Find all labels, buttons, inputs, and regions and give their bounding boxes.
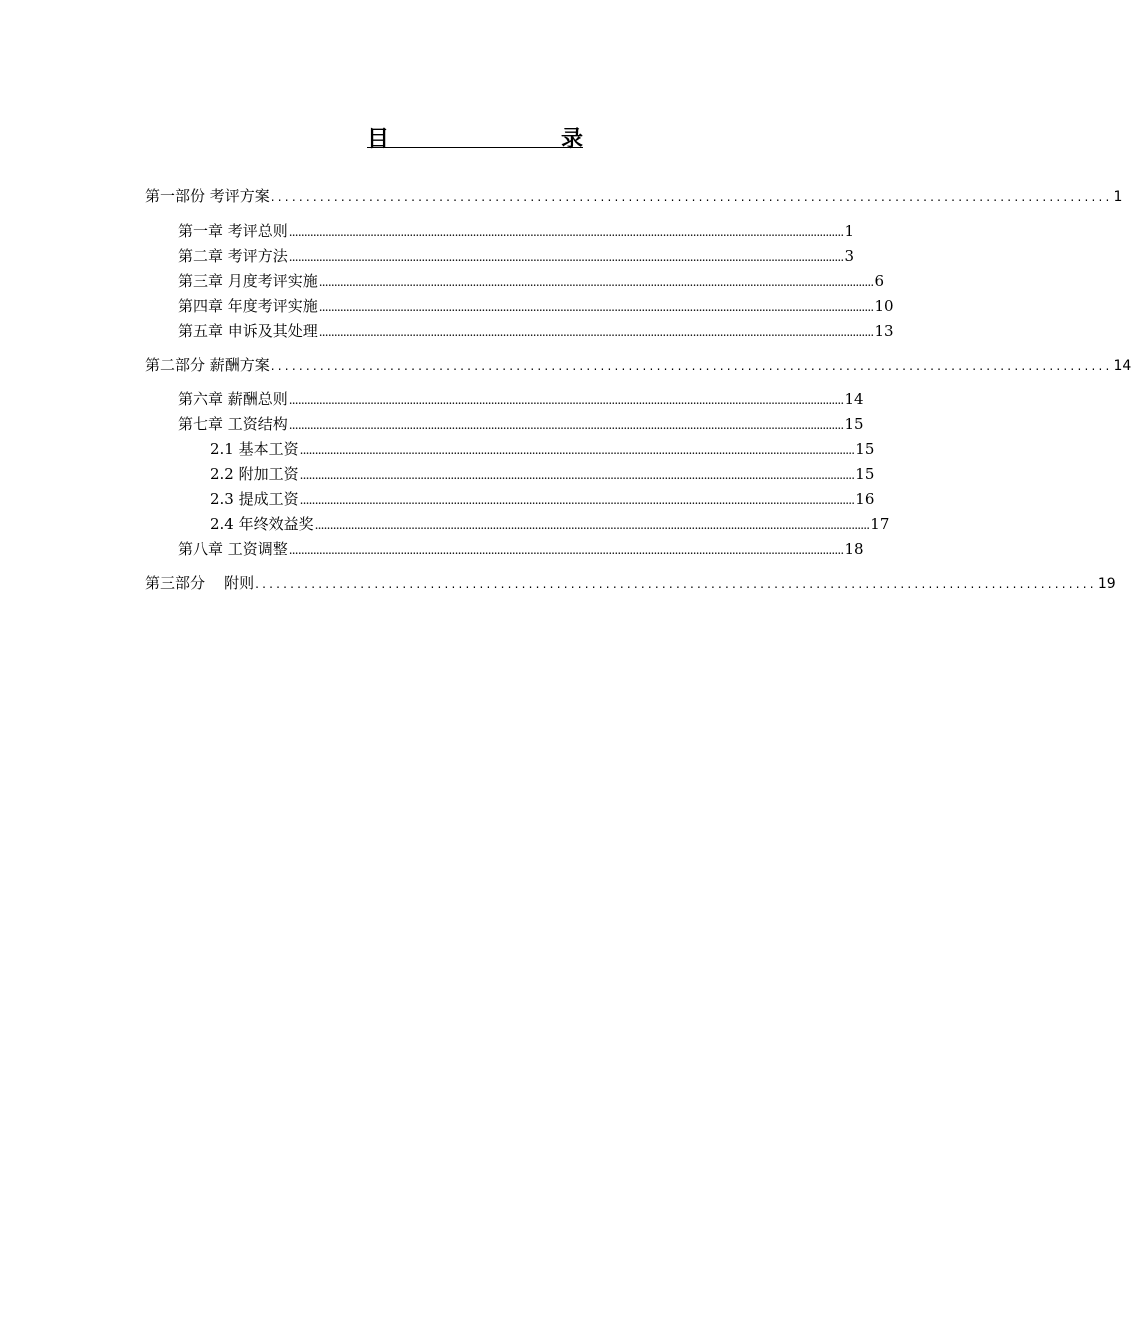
- toc-part-3-label: 第三部分 附则: [145, 574, 255, 592]
- toc-chapter-1-label: 第一章 考评总则: [178, 222, 288, 240]
- toc-chapter-7-page: 15: [844, 415, 864, 433]
- toc-chapter-1[interactable]: [178, 220, 854, 242]
- toc-part-3-page: 19: [1097, 576, 1116, 592]
- toc-section-2-4-label: 2.4 年终效益奖: [210, 515, 314, 533]
- toc-chapter-3-page: 6: [874, 272, 884, 290]
- toc-chapter-7-label: 第七章 工资结构: [178, 415, 288, 433]
- toc-section-2-1-page: 15: [855, 440, 875, 458]
- toc-leader-dots: ........................................................................................................................: [255, 577, 1097, 591]
- toc-chapter-4-page: 10: [874, 297, 894, 315]
- toc-leader-dots: ........................................................................................................................................................................................: [318, 325, 874, 339]
- toc-title-underline: [367, 147, 583, 148]
- toc-leader-dots: ........................................................................................................................................................................................: [288, 225, 844, 239]
- toc-section-2-1[interactable]: [210, 438, 875, 460]
- toc-chapter-2[interactable]: [178, 245, 854, 267]
- toc-chapter-8-label: 第八章 工资调整: [178, 540, 288, 558]
- toc-title-char-1: 目: [367, 127, 390, 152]
- toc-leader-dots: ........................................................................................................................................................................................: [318, 275, 874, 289]
- toc-section-2-1-label: 2.1 基本工资: [210, 440, 299, 458]
- toc-leader-dots: ........................................................................................................................................................................................: [299, 468, 855, 482]
- toc-section-2-2-label: 2.2 附加工资: [210, 465, 299, 483]
- toc-leader-dots: ........................................................................................................................................................................................: [299, 443, 855, 457]
- toc-part-3[interactable]: [145, 572, 1116, 594]
- toc-chapter-3[interactable]: [178, 270, 884, 292]
- toc-part-2[interactable]: [145, 354, 1131, 376]
- toc-leader-dots: ........................................................................................................................: [270, 190, 1113, 204]
- toc-leader-dots: ........................................................................................................................................................................................: [288, 250, 844, 264]
- toc-chapter-6-page: 14: [844, 390, 864, 408]
- toc-leader-dots: ........................................................................................................................................................................................: [318, 300, 874, 314]
- toc-chapter-3-label: 第三章 月度考评实施: [178, 272, 318, 290]
- toc-section-2-4[interactable]: [210, 513, 890, 535]
- toc-part-1-page: 1: [1113, 189, 1123, 205]
- toc-leader-dots: ........................................................................................................................................................................................: [314, 518, 870, 532]
- toc-chapter-5[interactable]: [178, 320, 894, 342]
- toc-part-1[interactable]: [145, 185, 1123, 207]
- toc-chapter-5-page: 13: [874, 322, 894, 340]
- toc-chapter-6[interactable]: [178, 388, 864, 410]
- toc-chapter-2-page: 3: [844, 247, 854, 265]
- toc-title-char-2: 录: [560, 127, 583, 152]
- toc-section-2-3[interactable]: [210, 488, 875, 510]
- toc-chapter-4-label: 第四章 年度考评实施: [178, 297, 318, 315]
- toc-leader-dots: ........................................................................................................................: [270, 359, 1113, 373]
- toc-chapter-4[interactable]: [178, 295, 894, 317]
- toc-leader-dots: ........................................................................................................................................................................................: [288, 543, 844, 557]
- toc-section-2-2-page: 15: [855, 465, 875, 483]
- toc-section-2-2[interactable]: [210, 463, 875, 485]
- toc-chapter-5-label: 第五章 申诉及其处理: [178, 322, 318, 340]
- toc-chapter-1-page: 1: [844, 222, 854, 240]
- toc-chapter-8-page: 18: [844, 540, 864, 558]
- toc-chapter-8[interactable]: [178, 538, 864, 560]
- toc-chapter-7[interactable]: [178, 413, 864, 435]
- toc-part-1-label: 第一部份 考评方案: [145, 187, 270, 205]
- toc-leader-dots: ........................................................................................................................................................................................: [299, 493, 855, 507]
- toc-section-2-3-page: 16: [855, 490, 875, 508]
- toc-chapter-6-label: 第六章 薪酬总则: [178, 390, 288, 408]
- toc-part-2-page: 14: [1113, 358, 1131, 374]
- toc-section-2-3-label: 2.3 提成工资: [210, 490, 299, 508]
- toc-title: [367, 122, 583, 152]
- toc-leader-dots: ........................................................................................................................................................................................: [288, 393, 844, 407]
- toc-part-2-label: 第二部分 薪酬方案: [145, 356, 270, 374]
- toc-section-2-4-page: 17: [870, 515, 890, 533]
- toc-chapter-2-label: 第二章 考评方法: [178, 247, 288, 265]
- toc-leader-dots: ........................................................................................................................................................................................: [288, 418, 844, 432]
